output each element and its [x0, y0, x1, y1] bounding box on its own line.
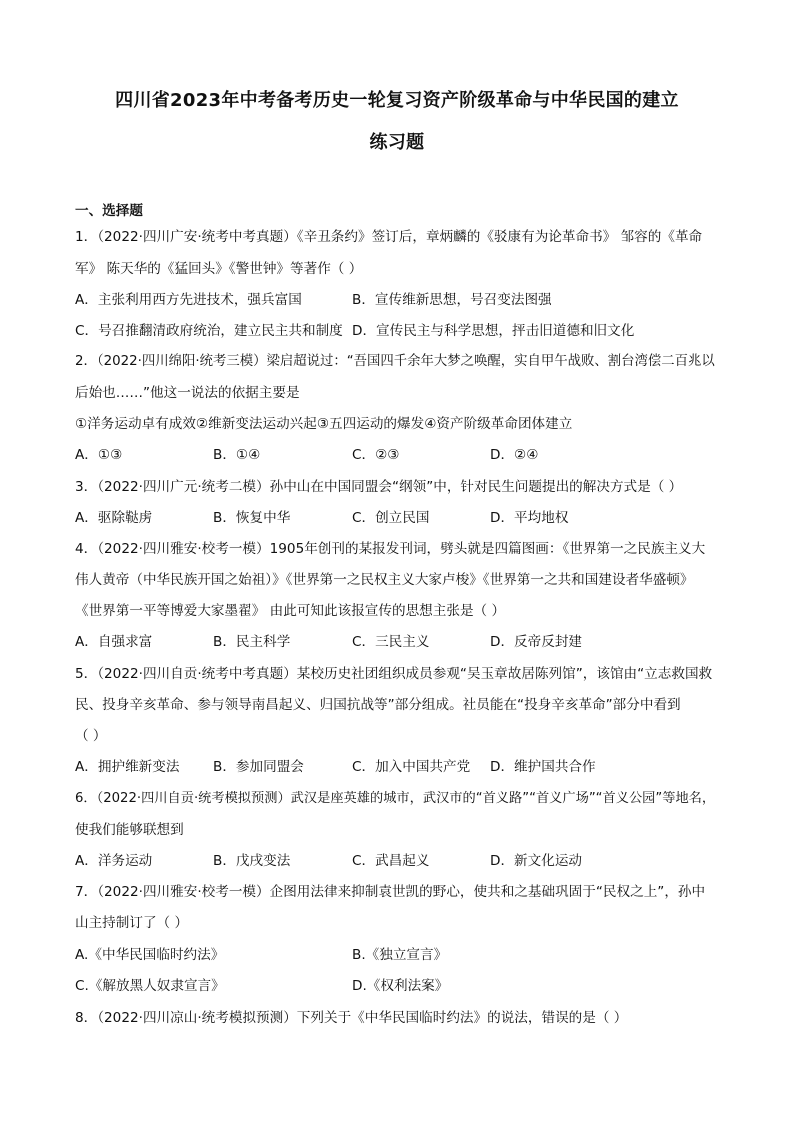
- question-1-option-d: D．宣传民主与科学思想，抨击旧道德和旧文化: [352, 323, 635, 339]
- question-1-line-2: 军》 陈天华的《猛回头》《警世钟》等著作（ ）: [75, 261, 363, 277]
- question-2-line-1: 2．（2022·四川绵阳·统考三模）梁启超说过：“吾国四千余年大梦之唤醒，实自甲午战败、割台湾偿二百兆以: [75, 354, 715, 369]
- question-6-option-c: C．武昌起义: [352, 853, 430, 869]
- question-5-line-2: 民、投身辛亥革命、参与领导南昌起义、归国抗战等”部分组成。社员能在“投身辛亥革命”部分中看到: [75, 697, 681, 713]
- question-5-option-d: D．维护国共合作: [490, 759, 596, 775]
- question-7-option-c: C.《解放黑人奴隶宣言》: [75, 978, 225, 994]
- question-2-option-c: C．②③: [352, 447, 400, 463]
- question-5-line-3: （ ）: [75, 728, 107, 744]
- section-heading: 一、选择题: [75, 203, 143, 219]
- question-3-option-d: D．平均地权: [490, 510, 569, 526]
- question-4-option-b: B．民主科学: [213, 634, 291, 650]
- question-2-option-a: A．①③: [75, 447, 123, 463]
- question-2-line-3: ①洋务运动卓有成效②维新变法运动兴起③五四运动的爆发④资产阶级革命团体建立: [75, 416, 573, 432]
- question-1-option-a: A．主张利用西方先进技术，强兵富国: [75, 292, 302, 308]
- question-6-option-d: D．新文化运动: [490, 853, 583, 869]
- document-title: 四川省2023年中考备考历史一轮复习资产阶级革命与中华民国的建立: [115, 90, 679, 111]
- question-1-line-1: 1．（2022·四川广安·统考中考真题）《辛丑条约》签订后，章炳麟的《驳康有为论革命书》 邹容的《革命: [75, 229, 703, 245]
- question-2-option-d: D．②④: [490, 447, 539, 463]
- question-8-line-1: 8．（2022·四川凉山·统考模拟预测）下列关于《中华民国临时约法》的说法，错误的是（ ）: [75, 1010, 628, 1026]
- question-5-line-1: 5．（2022·四川自贡·统考中考真题）某校历史社团组织成员参观“吴玉章故居陈列馆”，该馆由“立志救国救: [75, 666, 713, 682]
- question-4-line-2: 伟人黄帝（中华民族开国之始祖）》《世界第一之民权主义大家卢梭》《世界第一之共和国建设者华盛顿》: [75, 572, 694, 588]
- question-2-line-2: 后始也……”他这一说法的依据主要是: [75, 385, 300, 401]
- question-6-option-b: B．戊戌变法: [213, 853, 291, 869]
- question-4-option-a: A．自强求富: [75, 634, 153, 650]
- question-7-line-2: 山主持制订了（ ）: [75, 915, 189, 931]
- question-7-option-d: D.《权利法案》: [352, 978, 449, 994]
- question-2-option-b: B．①④: [213, 447, 261, 463]
- question-4-line-1: 4．（2022·四川雅安·校考一模）1905年创刊的某报发刊词，劈头就是四篇图画：《世界第一之民族主义大: [75, 541, 706, 557]
- question-5-option-b: B．参加同盟会: [213, 759, 304, 775]
- document-subtitle: 练习题: [369, 132, 425, 153]
- question-3-line-1: 3．（2022·四川广元·统考二模）孙中山在中国同盟会“纲领”中，针对民生问题提出的解决方式是（ ）: [75, 479, 683, 495]
- question-5-option-c: C．加入中国共产党: [352, 759, 471, 775]
- question-3-option-a: A．驱除鞑虏: [75, 510, 153, 526]
- question-7-option-a: A.《中华民国临时约法》: [75, 947, 225, 963]
- question-6-option-a: A．洋务运动: [75, 853, 153, 869]
- question-3-option-b: B．恢复中华: [213, 510, 291, 526]
- question-4-line-3: 《世界第一平等博爱大家墨翟》 由此可知此该报宣传的思想主张是（ ）: [75, 603, 506, 619]
- question-4-option-c: C．三民主义: [352, 634, 430, 650]
- question-6-line-2: 使我们能够联想到: [75, 822, 184, 838]
- question-7-line-1: 7．（2022·四川雅安·校考一模）企图用法律来抑制袁世凯的野心，使共和之基础巩固于“民权之上”，孙中: [75, 884, 706, 900]
- question-6-line-1: 6．（2022·四川自贡·统考模拟预测）武汉是座英雄的城市，武汉市的“首义路”“首义广场”“首义公园”等地名，: [75, 791, 716, 806]
- question-7-option-b: B.《独立宣言》: [352, 947, 448, 963]
- question-4-option-d: D．反帝反封建: [490, 634, 583, 650]
- question-3-option-c: C．创立民国: [352, 510, 430, 526]
- question-5-option-a: A．拥护维新变法: [75, 759, 180, 775]
- question-1-option-c: C．号召推翻清政府统治，建立民主共和制度: [75, 323, 343, 339]
- question-1-option-b: B．宣传维新思想，号召变法图强: [352, 292, 552, 308]
